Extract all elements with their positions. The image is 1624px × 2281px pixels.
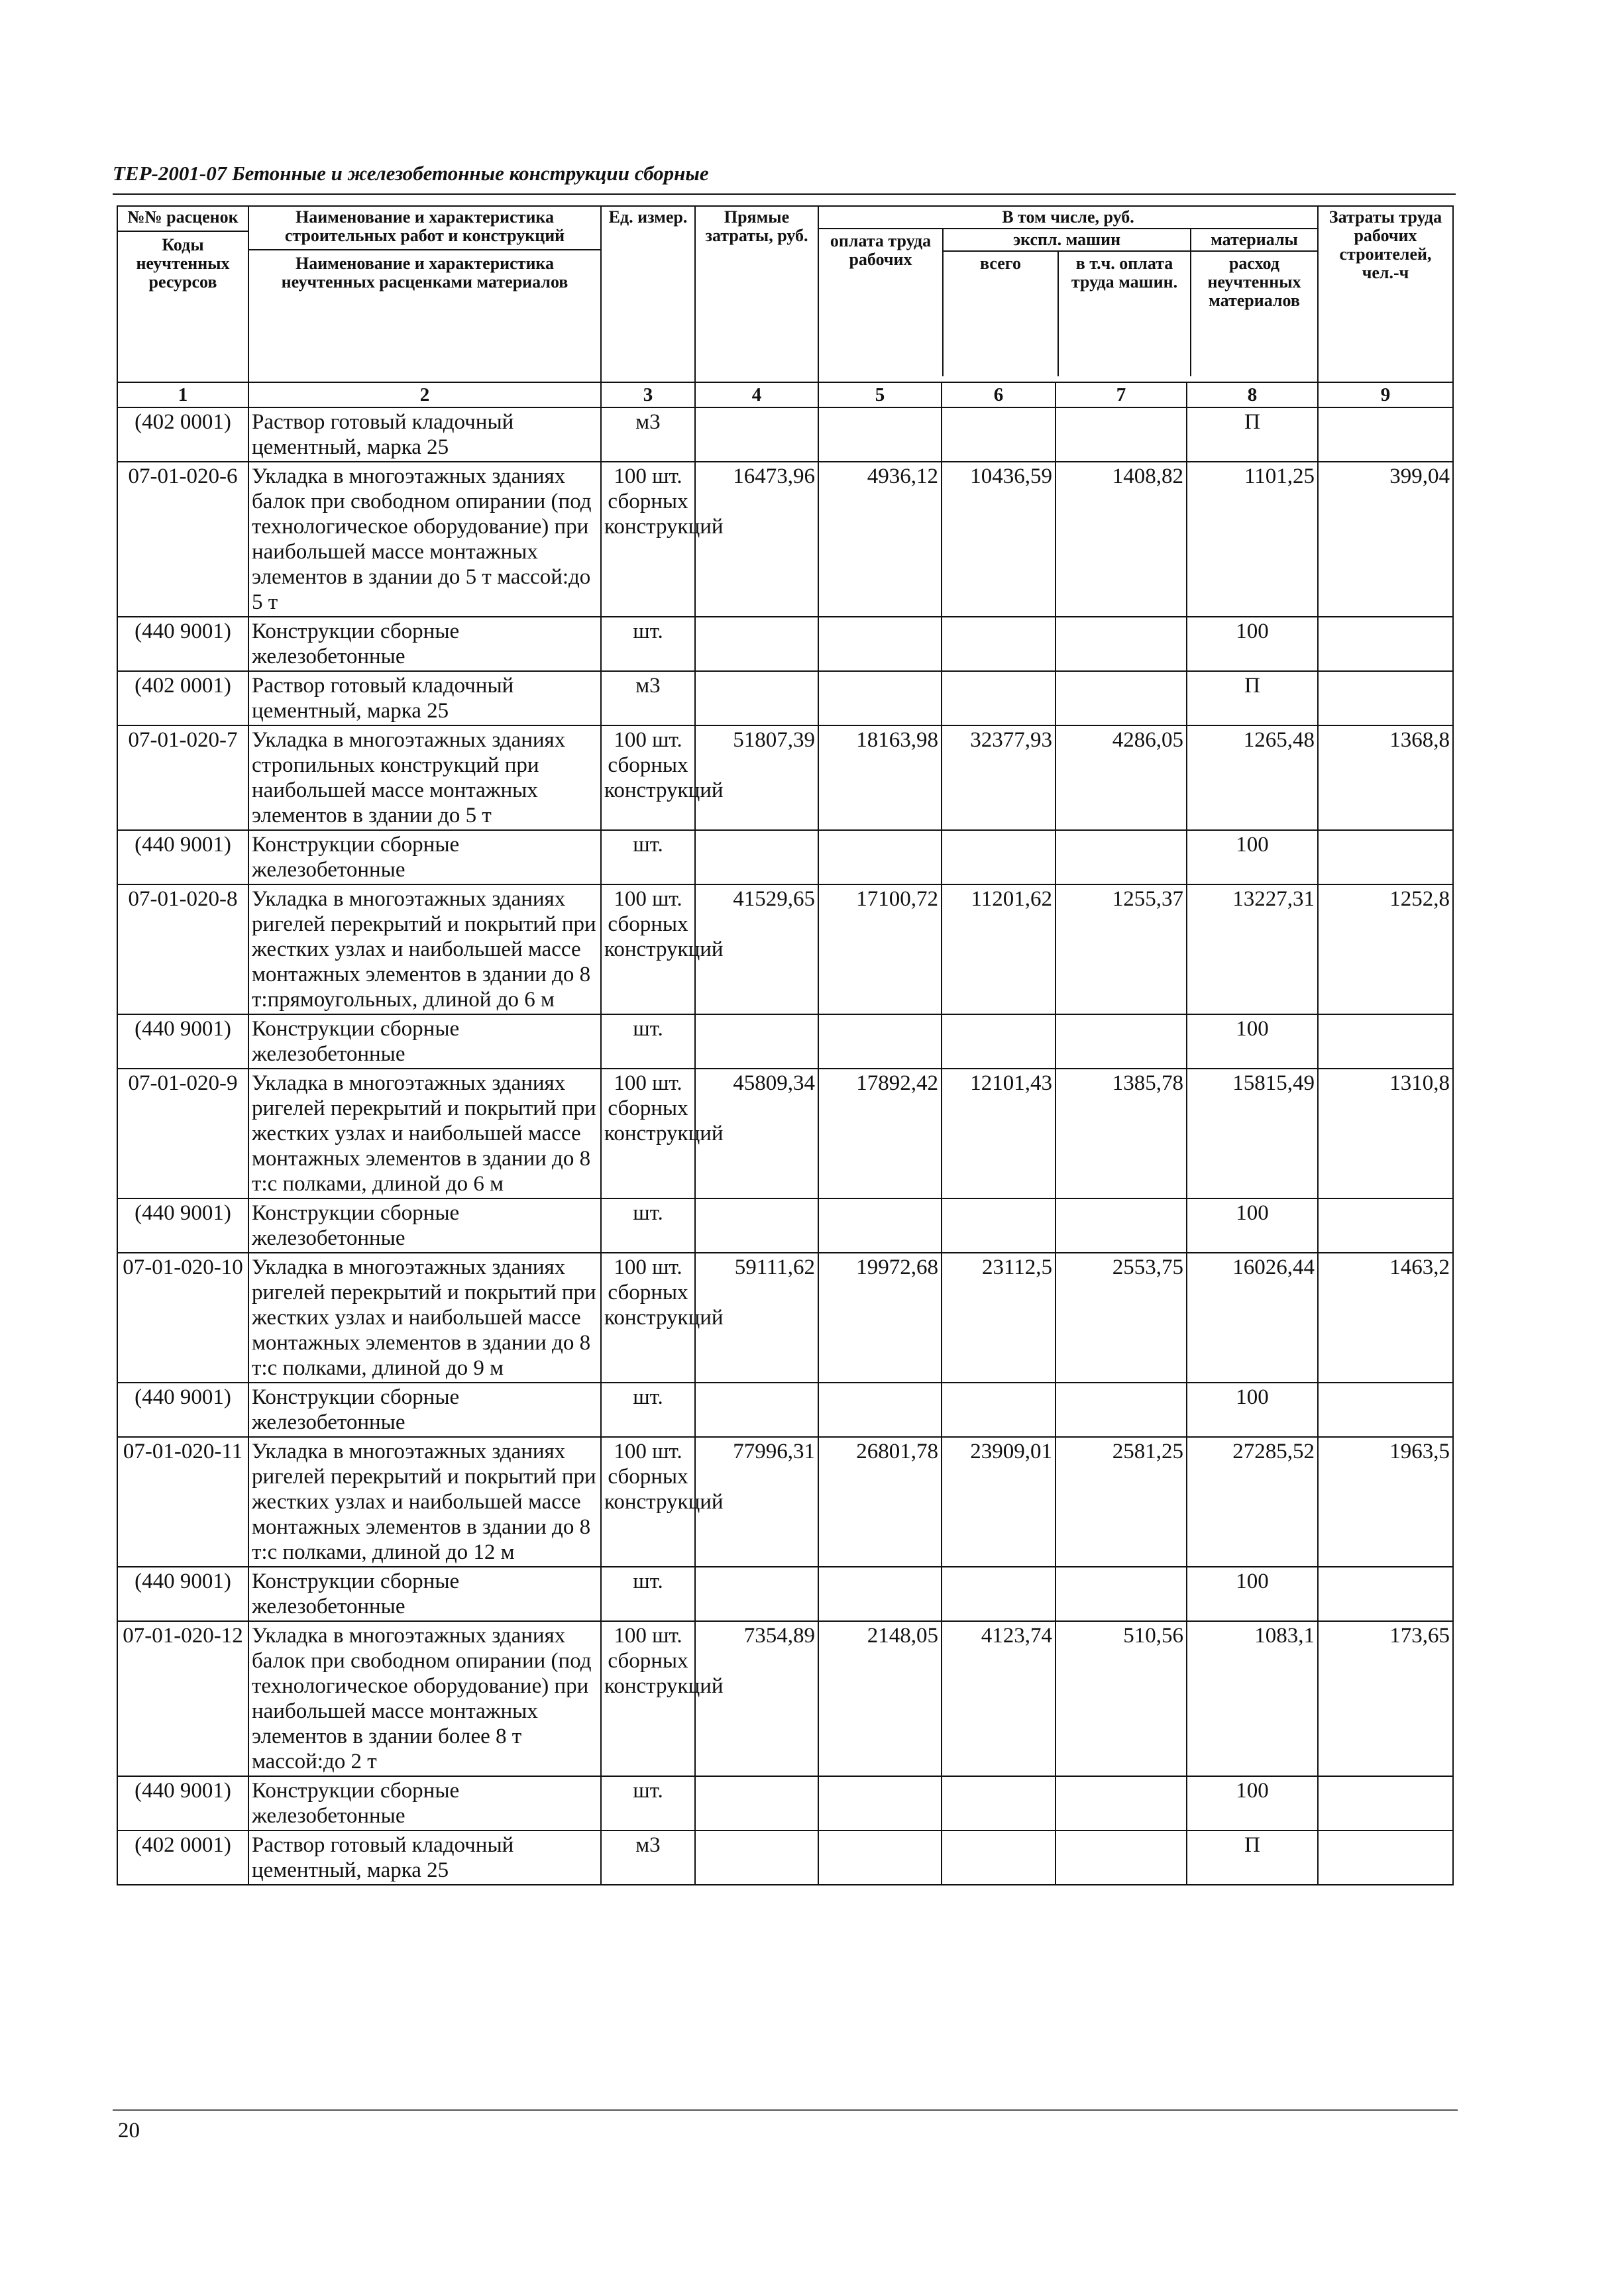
row-direct <box>695 1198 818 1253</box>
row-name: Укладка в многоэтажных зданиях ригелей перекрытий и покрытий при жестких узлах и наибольшей массе монтажных элементов в здании до 8 т:с полками, длиной до 9 м <box>248 1253 601 1383</box>
row-machines: 32377,93 <box>942 725 1056 830</box>
row-machine-labor: 1408,82 <box>1056 462 1187 617</box>
row-hours <box>1318 1383 1453 1437</box>
row-name: Раствор готовый кладочный цементный, марка 25 <box>248 407 601 462</box>
header-cell-names: Наименование и характеристика строительных работ и конструкций Наименование и характеристика неучтенных расценками материалов <box>248 206 601 382</box>
row-machine-labor <box>1056 1198 1187 1253</box>
resource-code: (402 0001) <box>117 407 248 462</box>
colnum: 6 <box>942 382 1056 407</box>
row-materials: 1265,48 <box>1187 725 1318 830</box>
row-labor: 17100,72 <box>818 884 942 1014</box>
colnum: 1 <box>117 382 248 407</box>
row-hours <box>1318 1014 1453 1069</box>
resource-code: (440 9001) <box>117 830 248 884</box>
row-hours: 173,65 <box>1318 1621 1453 1776</box>
table-row <box>117 830 1453 884</box>
row-machine-labor: 510,56 <box>1056 1621 1187 1776</box>
rate-code: 07-01-020-6 <box>117 462 248 617</box>
price-table <box>117 205 1454 1885</box>
row-materials: 1083,1 <box>1187 1621 1318 1776</box>
resource-code: (440 9001) <box>117 1776 248 1830</box>
table-row <box>117 1253 1453 1383</box>
row-machine-labor: 1385,78 <box>1056 1069 1187 1198</box>
table-row <box>117 1383 1453 1437</box>
row-direct: 16473,96 <box>695 462 818 617</box>
header-cell-codes: №№ расценок Коды неучтенных ресурсов <box>117 206 248 382</box>
rate-code: 07-01-020-9 <box>117 1069 248 1198</box>
row-machine-labor <box>1056 1830 1187 1885</box>
row-unit: 100 шт. сборных конструкций <box>601 1069 695 1198</box>
colnum: 3 <box>601 382 695 407</box>
row-unit: м3 <box>601 671 695 725</box>
row-unit: 100 шт. сборных конструкций <box>601 725 695 830</box>
row-name: Укладка в многоэтажных зданиях ригелей перекрытий и покрытий при жестких узлах и наибольшей массе монтажных элементов в здании до 8 т:с полками, длиной до 12 м <box>248 1437 601 1567</box>
row-materials: 100 <box>1187 1776 1318 1830</box>
resource-code: (402 0001) <box>117 1830 248 1885</box>
header-cell-direct: Прямые затраты, руб. <box>695 206 818 382</box>
row-name: Укладка в многоэтажных зданиях балок при свободном опирании (под технологическое оборудование) при наибольшей массе монтажных элементов в здании более 8 т массой:до 2 т <box>248 1621 601 1776</box>
row-name: Конструкции сборные железобетонные <box>248 1383 601 1437</box>
table-row <box>117 1567 1453 1621</box>
table-row <box>117 407 1453 462</box>
table-row <box>117 1198 1453 1253</box>
row-unit: шт. <box>601 1567 695 1621</box>
row-labor <box>818 671 942 725</box>
table-row <box>117 1621 1453 1776</box>
table-row <box>117 671 1453 725</box>
row-materials: П <box>1187 671 1318 725</box>
row-labor <box>818 1567 942 1621</box>
row-machines: 23112,5 <box>942 1253 1056 1383</box>
row-materials: П <box>1187 407 1318 462</box>
row-machines <box>942 1383 1056 1437</box>
row-materials: 100 <box>1187 830 1318 884</box>
row-direct: 77996,31 <box>695 1437 818 1567</box>
title-rule <box>113 193 1456 195</box>
table-row <box>117 725 1453 830</box>
row-direct: 59111,62 <box>695 1253 818 1383</box>
row-machine-labor <box>1056 830 1187 884</box>
row-hours: 399,04 <box>1318 462 1453 617</box>
table-row <box>117 617 1453 671</box>
rate-code: 07-01-020-11 <box>117 1437 248 1567</box>
rate-code: 07-01-020-8 <box>117 884 248 1014</box>
row-hours: 1310,8 <box>1318 1069 1453 1198</box>
colnum: 4 <box>695 382 818 407</box>
page-number: 20 <box>118 2119 140 2143</box>
rate-code: 07-01-020-10 <box>117 1253 248 1383</box>
row-name: Раствор готовый кладочный цементный, марка 25 <box>248 671 601 725</box>
row-hours: 1368,8 <box>1318 725 1453 830</box>
row-labor: 19972,68 <box>818 1253 942 1383</box>
rate-code: 07-01-020-7 <box>117 725 248 830</box>
header-cell-labor: оплата труда рабочих <box>819 229 944 376</box>
header-cell-machine-labor: в т.ч. оплата труда машин. <box>1071 254 1178 292</box>
resource-code: (402 0001) <box>117 671 248 725</box>
colnum: 9 <box>1318 382 1453 407</box>
row-machines <box>942 1776 1056 1830</box>
table-row <box>117 884 1453 1014</box>
row-machine-labor: 2581,25 <box>1056 1437 1187 1567</box>
row-unit: 100 шт. сборных конструкций <box>601 1437 695 1567</box>
row-direct: 7354,89 <box>695 1621 818 1776</box>
row-machines: 11201,62 <box>942 884 1056 1014</box>
row-hours: 1463,2 <box>1318 1253 1453 1383</box>
row-direct: 45809,34 <box>695 1069 818 1198</box>
resource-code: (440 9001) <box>117 1014 248 1069</box>
row-labor <box>818 830 942 884</box>
row-materials: П <box>1187 1830 1318 1885</box>
row-materials: 1101,25 <box>1187 462 1318 617</box>
row-name: Укладка в многоэтажных зданиях стропильных конструкций при наибольшей массе монтажных элементов в здании до 5 т <box>248 725 601 830</box>
row-labor <box>818 617 942 671</box>
colnum: 5 <box>818 382 942 407</box>
header-cell-unit: Ед. измер. <box>601 206 695 382</box>
row-machine-labor: 1255,37 <box>1056 884 1187 1014</box>
row-hours <box>1318 1776 1453 1830</box>
row-name: Конструкции сборные железобетонные <box>248 1198 601 1253</box>
row-hours <box>1318 617 1453 671</box>
row-machine-labor <box>1056 407 1187 462</box>
row-unit: шт. <box>601 1198 695 1253</box>
table-row <box>117 1437 1453 1567</box>
resource-code: (440 9001) <box>117 1567 248 1621</box>
colnum: 7 <box>1056 382 1187 407</box>
row-machine-labor <box>1056 1014 1187 1069</box>
row-machines <box>942 1198 1056 1253</box>
row-machine-labor <box>1056 1567 1187 1621</box>
resource-code: (440 9001) <box>117 617 248 671</box>
row-hours <box>1318 830 1453 884</box>
row-machine-labor <box>1056 1383 1187 1437</box>
colnum: 8 <box>1187 382 1318 407</box>
row-direct <box>695 1567 818 1621</box>
table-row <box>117 462 1453 617</box>
table-row <box>117 1776 1453 1830</box>
header-row <box>117 206 1453 382</box>
row-direct: 41529,65 <box>695 884 818 1014</box>
table-row <box>117 1014 1453 1069</box>
document-title: ТЕР-2001-07 Бетонные и железобетонные конструкции сборные <box>113 162 709 185</box>
row-direct <box>695 617 818 671</box>
row-machine-labor <box>1056 1776 1187 1830</box>
row-hours <box>1318 671 1453 725</box>
column-number-row <box>117 382 1453 407</box>
row-machines <box>942 671 1056 725</box>
row-name: Раствор готовый кладочный цементный, марка 25 <box>248 1830 601 1885</box>
header-cell-materials: материалы <box>1191 229 1317 252</box>
row-materials: 15815,49 <box>1187 1069 1318 1198</box>
header-cell-machines-total: всего <box>944 252 1059 376</box>
row-materials: 100 <box>1187 1198 1318 1253</box>
row-hours <box>1318 1830 1453 1885</box>
row-name: Конструкции сборные железобетонные <box>248 1014 601 1069</box>
row-unit: м3 <box>601 1830 695 1885</box>
row-machines <box>942 407 1056 462</box>
row-labor <box>818 1383 942 1437</box>
row-machines: 4123,74 <box>942 1621 1056 1776</box>
row-unit: шт. <box>601 617 695 671</box>
header-cell-machines: экспл. машин <box>944 229 1190 252</box>
row-materials: 100 <box>1187 1383 1318 1437</box>
table-row <box>117 1069 1453 1198</box>
colnum: 2 <box>248 382 601 407</box>
row-hours <box>1318 1567 1453 1621</box>
row-name: Укладка в многоэтажных зданиях ригелей перекрытий и покрытий при жестких узлах и наибольшей массе монтажных элементов в здании до 8 т:прямоугольных, длиной до 6 м <box>248 884 601 1014</box>
row-unit: 100 шт. сборных конструкций <box>601 1621 695 1776</box>
row-machine-labor <box>1056 671 1187 725</box>
row-name: Конструкции сборные железобетонные <box>248 1776 601 1830</box>
row-unit: 100 шт. сборных конструкций <box>601 1253 695 1383</box>
row-direct <box>695 407 818 462</box>
row-machines <box>942 1014 1056 1069</box>
row-machines: 12101,43 <box>942 1069 1056 1198</box>
row-direct <box>695 830 818 884</box>
row-labor <box>818 1830 942 1885</box>
row-direct <box>695 1830 818 1885</box>
row-name: Конструкции сборные железобетонные <box>248 1567 601 1621</box>
row-labor <box>818 1776 942 1830</box>
row-direct <box>695 1014 818 1069</box>
row-unit: шт. <box>601 1383 695 1437</box>
header-cell-unaccounted: расход неучтенных материалов <box>1207 254 1301 310</box>
row-hours <box>1318 407 1453 462</box>
footer-rule <box>113 2109 1458 2111</box>
row-labor: 17892,42 <box>818 1069 942 1198</box>
table-body <box>117 407 1453 1885</box>
row-name: Конструкции сборные железобетонные <box>248 830 601 884</box>
row-machine-labor <box>1056 617 1187 671</box>
row-materials: 16026,44 <box>1187 1253 1318 1383</box>
row-labor <box>818 1014 942 1069</box>
row-materials: 100 <box>1187 1014 1318 1069</box>
row-machine-labor: 2553,75 <box>1056 1253 1187 1383</box>
resource-code: (440 9001) <box>117 1198 248 1253</box>
row-machine-labor: 4286,05 <box>1056 725 1187 830</box>
row-labor: 26801,78 <box>818 1437 942 1567</box>
row-machines <box>942 1830 1056 1885</box>
row-machines: 23909,01 <box>942 1437 1056 1567</box>
row-labor <box>818 1198 942 1253</box>
rate-code: 07-01-020-12 <box>117 1621 248 1776</box>
row-direct: 51807,39 <box>695 725 818 830</box>
row-direct <box>695 1776 818 1830</box>
row-direct <box>695 671 818 725</box>
row-hours: 1252,8 <box>1318 884 1453 1014</box>
resource-code: (440 9001) <box>117 1383 248 1437</box>
row-unit: шт. <box>601 830 695 884</box>
row-materials: 27285,52 <box>1187 1437 1318 1567</box>
row-labor <box>818 407 942 462</box>
row-materials: 13227,31 <box>1187 884 1318 1014</box>
row-unit: м3 <box>601 407 695 462</box>
row-unit: 100 шт. сборных конструкций <box>601 462 695 617</box>
row-unit: шт. <box>601 1776 695 1830</box>
row-materials: 100 <box>1187 617 1318 671</box>
row-name: Конструкции сборные железобетонные <box>248 617 601 671</box>
row-hours: 1963,5 <box>1318 1437 1453 1567</box>
row-labor: 4936,12 <box>818 462 942 617</box>
row-name: Укладка в многоэтажных зданиях балок при свободном опирании (под технологическое оборудование) при наибольшей массе монтажных элементов в здании до 5 т массой:до 5 т <box>248 462 601 617</box>
row-unit: 100 шт. сборных конструкций <box>601 884 695 1014</box>
header-cell-hours: Затраты труда рабочих строителей, чел.-ч <box>1318 206 1453 382</box>
row-materials: 100 <box>1187 1567 1318 1621</box>
row-hours <box>1318 1198 1453 1253</box>
row-labor: 2148,05 <box>818 1621 942 1776</box>
row-direct <box>695 1383 818 1437</box>
row-unit: шт. <box>601 1014 695 1069</box>
header-cell-group: В том числе, руб. оплата труда рабочих экспл. машин всего в т.ч. оплата труда машин. материалы расход неучтенных материалов <box>818 206 1318 382</box>
row-machines <box>942 617 1056 671</box>
row-name: Укладка в многоэтажных зданиях ригелей перекрытий и покрытий при жестких узлах и наибольшей массе монтажных элементов в здании до 8 т:с полками, длиной до 6 м <box>248 1069 601 1198</box>
table-row <box>117 1830 1453 1885</box>
row-machines: 10436,59 <box>942 462 1056 617</box>
row-labor: 18163,98 <box>818 725 942 830</box>
row-machines <box>942 830 1056 884</box>
row-machines <box>942 1567 1056 1621</box>
